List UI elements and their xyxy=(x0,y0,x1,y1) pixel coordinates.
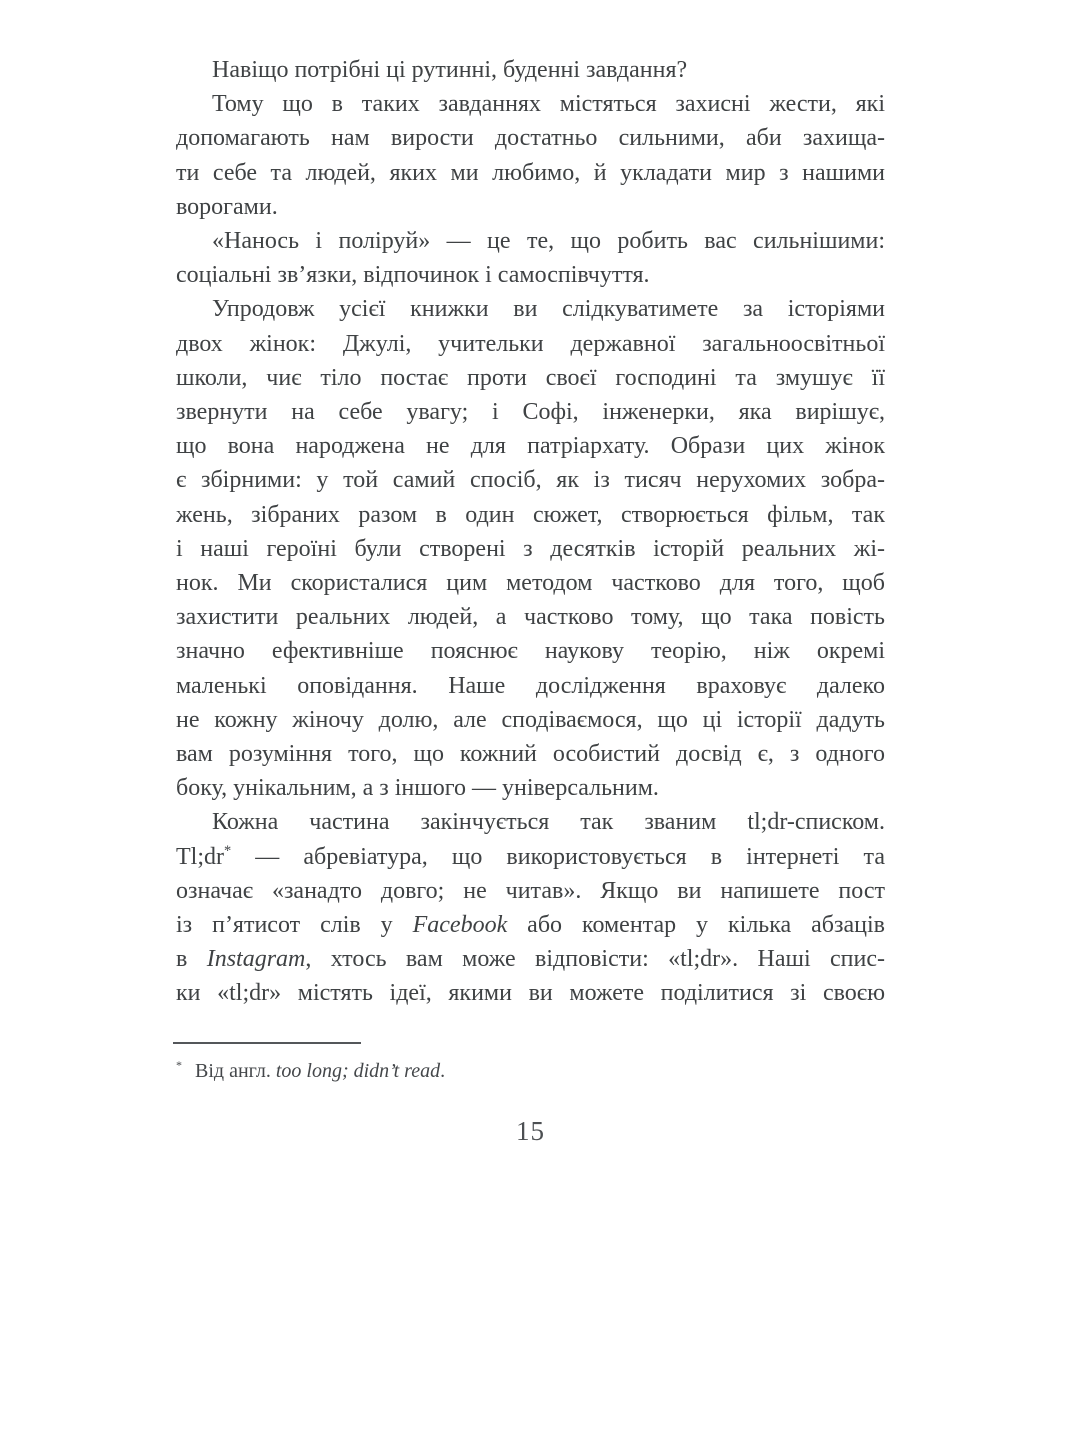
text-run: в xyxy=(176,946,207,973)
text-line xyxy=(176,840,885,874)
text-run: захистити реальних людей, а частково тому, що така повість xyxy=(176,604,885,631)
text-run: Навіщо потрібні ці рутинні, буденні завдання? xyxy=(212,57,688,83)
text-run: боку, унікальним, а з іншого — універсальним. xyxy=(176,775,659,802)
body-text xyxy=(176,53,885,1011)
text-run: або коментар у кілька абзаців xyxy=(507,912,885,939)
text-line xyxy=(176,190,885,224)
text-line xyxy=(176,703,885,737)
text-run: Упродовж усієї книжки ви слідкуватимете за історіями xyxy=(212,296,885,323)
text-run: ворогами. xyxy=(176,193,278,220)
text-run: нок. Ми скористалися цим методом частково для того, щоб xyxy=(176,570,885,597)
text-line xyxy=(176,258,885,292)
text-run: Від англ. xyxy=(195,1060,276,1082)
text-run: не кожну жіночу долю, але сподіваємося, що ці історії дадуть xyxy=(176,706,885,733)
text-line xyxy=(176,121,885,155)
text-line xyxy=(176,669,885,703)
text-line xyxy=(176,327,885,361)
text-line xyxy=(176,87,885,121)
text-run: ти себе та людей, яких ми любимо, й укладати мир з нашими xyxy=(176,159,885,186)
text-line xyxy=(176,771,885,805)
text-run: Facebook xyxy=(412,912,508,939)
text-run: є збірними: у той самий спосіб, як із тисяч нерухомих зобра- xyxy=(176,467,885,494)
text-line xyxy=(176,498,885,532)
footnote-marker: * xyxy=(176,1058,182,1073)
text-line xyxy=(176,805,885,839)
text-line xyxy=(176,395,885,429)
text-line xyxy=(176,361,885,395)
text-run: допомагають нам вирости достатньо сильними, аби захища- xyxy=(176,125,885,152)
text-line xyxy=(176,942,885,976)
text-run: — абревіатура, що використовується в інтернеті та xyxy=(231,843,885,870)
text-line xyxy=(176,874,885,908)
footnote-marker: * xyxy=(224,842,232,859)
text-run: школи, чиє тіло постає проти своєї господині та змушує її xyxy=(176,364,885,391)
text-line xyxy=(176,224,885,258)
text-run: . xyxy=(440,1060,446,1082)
text-line xyxy=(176,532,885,566)
text-run: вам розуміння того, що кожний особистий досвід є, з одного xyxy=(176,741,885,768)
text-run: too long; didn’t read xyxy=(275,1060,441,1082)
text-line xyxy=(176,634,885,668)
text-line xyxy=(176,463,885,497)
text-line xyxy=(176,566,885,600)
text-run: ки «tl;dr» містять ідеї, якими ви можете поділитися зі своєю xyxy=(176,980,885,1007)
text-run: із п’ятисот слів у xyxy=(176,912,413,939)
text-line xyxy=(176,53,885,87)
text-run: Tl;dr xyxy=(176,843,224,870)
text-run: Instagram xyxy=(206,946,306,973)
text-run: соціальні зв’язки, відпочинок і самоспівчуття. xyxy=(176,262,650,289)
text-run: значно ефективніше пояснює наукову теорію, ніж окремі xyxy=(176,638,885,665)
page-number: 15 xyxy=(516,1116,545,1146)
text-line xyxy=(176,292,885,326)
text-run: і наші героїні були створені з десятків історій реальних жі- xyxy=(176,535,885,562)
text-line xyxy=(176,976,885,1010)
text-run: жень, зібраних разом в один сюжет, створюється фільм, так xyxy=(176,501,885,528)
footnote xyxy=(176,1058,885,1084)
text-run: означає «занадто довго; не читав». Якщо ви напишете пост xyxy=(176,877,885,904)
text-run: «Нанось і поліруй» — це те, що робить вас сильнішими: xyxy=(212,228,885,255)
text-line xyxy=(176,737,885,771)
text-run: маленькі оповідання. Наше дослідження враховує далеко xyxy=(176,672,885,699)
text-line xyxy=(176,600,885,634)
text-line xyxy=(176,908,885,942)
text-run: двох жінок: Джулі, учительки державної загальноосвітньої xyxy=(176,330,885,357)
text-line xyxy=(176,156,885,190)
text-run: звернути на себе увагу; і Софі, інженерки, яка вирішує, xyxy=(176,399,885,426)
text-run: Тому що в таких завданнях містяться захисні жести, які xyxy=(212,91,885,118)
text-line xyxy=(176,429,885,463)
text-run: що вона народжена не для патріархату. Образи цих жінок xyxy=(176,433,885,460)
text-run: Кожна частина закінчується так званим tl;dr-списком. xyxy=(212,809,885,836)
footnote-rule xyxy=(173,1042,361,1044)
text-run: , хтось вам може відповісти: «tl;dr». Наші спис- xyxy=(305,946,885,973)
